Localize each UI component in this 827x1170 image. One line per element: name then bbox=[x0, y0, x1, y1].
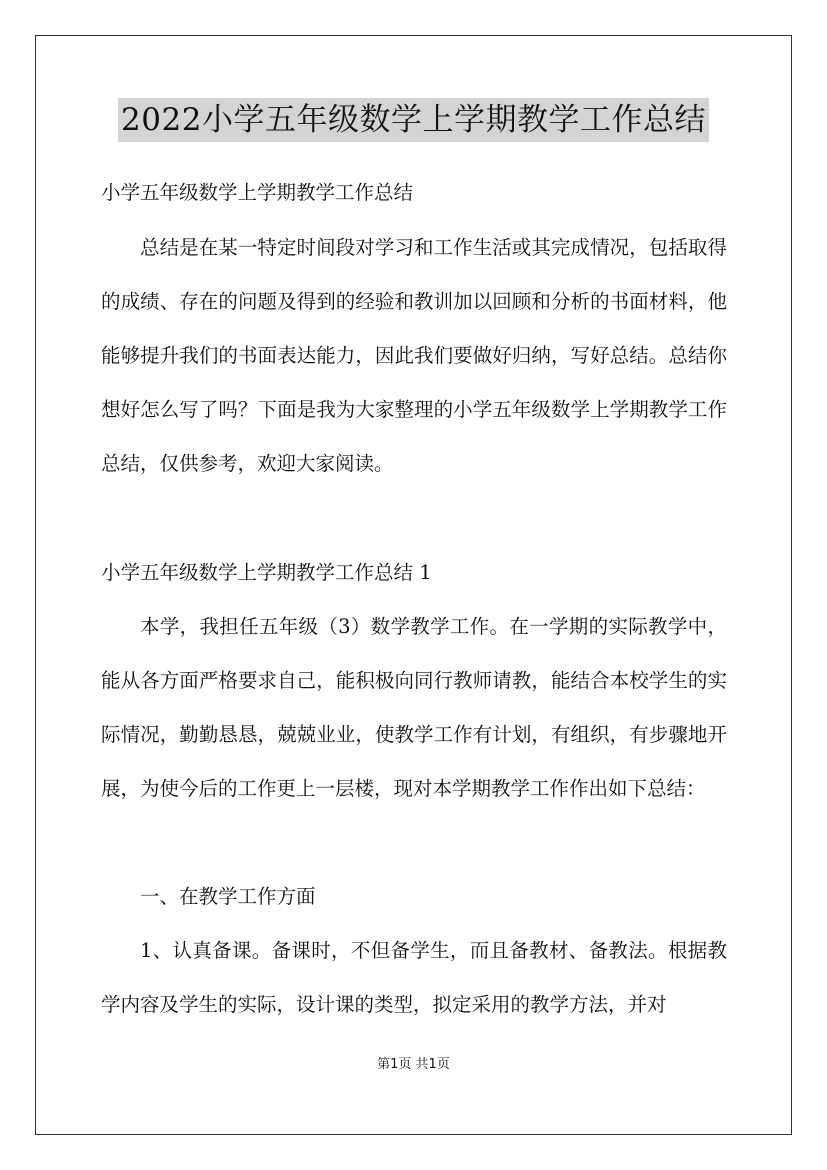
section-1-paragraph: 本学，我担任五年级（3）数学教学工作。在一学期的实际教学中，能从各方面严格要求自己，能积极向同行教师请教，能结合本校学生的实际情况，勤勤恳恳，兢兢业业，使教学工作有计划，有组织，有步骤地开展，为使今后的工作更上一层楼，现对本学期教学工作作出如下总结： bbox=[101, 615, 727, 800]
subheading-teaching-work: 一、在教学工作方面 bbox=[140, 885, 316, 908]
section-1-title: 小学五年级数学上学期教学工作总结 1 bbox=[101, 561, 432, 584]
item-1-paragraph: 1、认真备课。备课时，不但备学生，而且备教材、备教法。根据教学内容及学生的实际，设计课的类型，拟定采用的教学方法，并对 bbox=[101, 939, 727, 1016]
title-container bbox=[0, 98, 827, 142]
document-title: 2022小学五年级数学上学期教学工作总结 bbox=[118, 98, 709, 142]
document-subtitle: 小学五年级数学上学期教学工作总结 bbox=[101, 181, 414, 204]
intro-paragraph: 总结是在某一特定时间段对学习和工作生活或其完成情况，包括取得的成绩、存在的问题及得到的经验和教训加以回顾和分析的书面材料，他能够提升我们的书面表达能力，因此我们要做好归纳，写好总结。总结你想好怎么写了吗？下面是我为大家整理的小学五年级数学上学期教学工作总结，仅供参考，欢迎大家阅读。 bbox=[101, 236, 727, 475]
page-footer: 第1页 共1页 bbox=[377, 1057, 450, 1072]
